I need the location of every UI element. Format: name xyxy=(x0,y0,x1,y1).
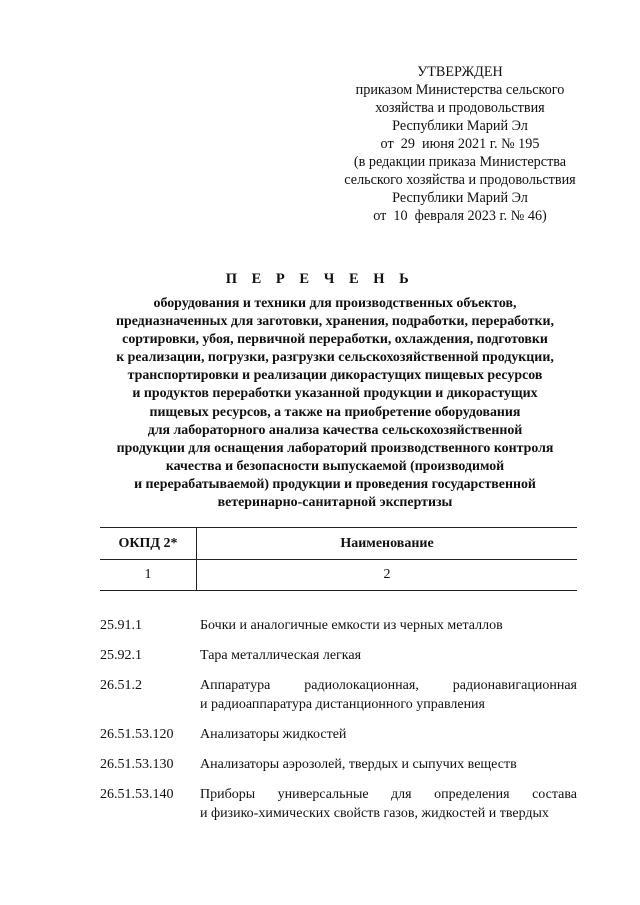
row-code: 26.51.53.130 xyxy=(100,757,174,772)
table-number-row xyxy=(100,560,577,591)
row-name-line: и физико-химических свойств газов, жидкостей и твердых xyxy=(200,806,549,821)
row-name-line: Тара металлическая легкая xyxy=(200,648,362,663)
document-title: П Е Р Е Ч Е Н Ь xyxy=(225,271,415,287)
subtitle-line: качества и безопасности выпускаемой (производимой xyxy=(165,458,505,474)
subtitle-line: ветеринарно-санитарной экспертизы xyxy=(217,495,453,511)
subtitle-line: для лабораторного анализа качества сельскохозяйственной xyxy=(147,422,523,438)
subtitle-line: продукции для оснащения лабораторий производственного контроля xyxy=(116,440,554,456)
column-number-1: 1 xyxy=(100,560,197,591)
subtitle-line: и перерабатываемой) продукции и проведения государственной xyxy=(134,476,536,492)
subtitle-line: пищевых ресурсов, а также на приобретение оборудования xyxy=(149,404,521,420)
approval-line: хозяйства и продовольствия xyxy=(375,100,545,116)
subtitle-line: сортировки, убоя, первичной переработки, охлаждения, подготовки xyxy=(122,332,548,348)
subtitle-line: предназначенных для заготовки, хранения, подработки, переработки, xyxy=(115,314,555,330)
approval-line: от 29 июня 2021 г. № 195 xyxy=(380,136,540,152)
row-code: 26.51.53.120 xyxy=(100,727,174,742)
row-name-line: и радиоаппаратура дистанционного управления xyxy=(200,697,485,712)
row-name xyxy=(200,725,577,744)
row-name-line: Бочки и аналогичные емкости из черных металлов xyxy=(200,618,503,633)
table-row xyxy=(100,646,577,665)
table-header xyxy=(100,527,577,591)
table-row xyxy=(100,725,577,744)
table-row xyxy=(100,755,577,774)
row-name-line: Анализаторы жидкостей xyxy=(200,727,347,742)
approval-line: (в редакции приказа Министерства xyxy=(353,154,567,170)
row-name xyxy=(200,616,577,635)
row-code: 26.51.53.140 xyxy=(100,787,174,802)
subtitle-line: оборудования и техники для производственных объектов, xyxy=(153,296,517,311)
table-body xyxy=(100,616,577,834)
row-code: 25.92.1 xyxy=(100,648,142,663)
column-header-okpd: ОКПД 2* xyxy=(100,528,197,560)
row-name-line: Приборы универсальные для определения состава xyxy=(200,787,577,802)
table-row xyxy=(100,616,577,635)
approval-line: сельского хозяйства и продовольствия xyxy=(344,172,576,188)
subtitle-line: к реализации, погрузки, разгрузки сельскохозяйственной продукции, xyxy=(116,350,554,366)
row-name-line: Аппаратура радиолокационная, радионавигационная xyxy=(200,678,577,693)
row-name-line: Анализаторы аэрозолей, твердых и сыпучих веществ xyxy=(200,757,517,772)
approval-line: Республики Марий Эл xyxy=(392,190,528,206)
table-header-row xyxy=(100,528,577,560)
row-name xyxy=(200,785,577,823)
subtitle-line: и продуктов переработки указанной продукции и дикорастущих xyxy=(132,386,538,402)
row-code: 26.51.2 xyxy=(100,678,142,693)
row-code: 25.91.1 xyxy=(100,618,142,633)
row-name xyxy=(200,646,577,665)
row-name xyxy=(200,676,577,714)
subtitle-line: транспортировки и реализации дикорастущих пищевых ресурсов xyxy=(127,368,543,384)
approval-line: Республики Марий Эл xyxy=(392,118,528,134)
approval-line: УТВЕРЖДЕН xyxy=(417,64,503,80)
table-row xyxy=(100,785,577,823)
approval-line: приказом Министерства сельского xyxy=(355,82,565,98)
table-row xyxy=(100,676,577,714)
column-header-name: Наименование xyxy=(197,528,578,560)
column-number-2: 2 xyxy=(197,560,578,591)
row-name xyxy=(200,755,577,774)
document-subtitle xyxy=(60,295,610,512)
approval-block xyxy=(320,63,600,225)
approval-line: от 10 февраля 2023 г. № 46) xyxy=(373,208,547,224)
